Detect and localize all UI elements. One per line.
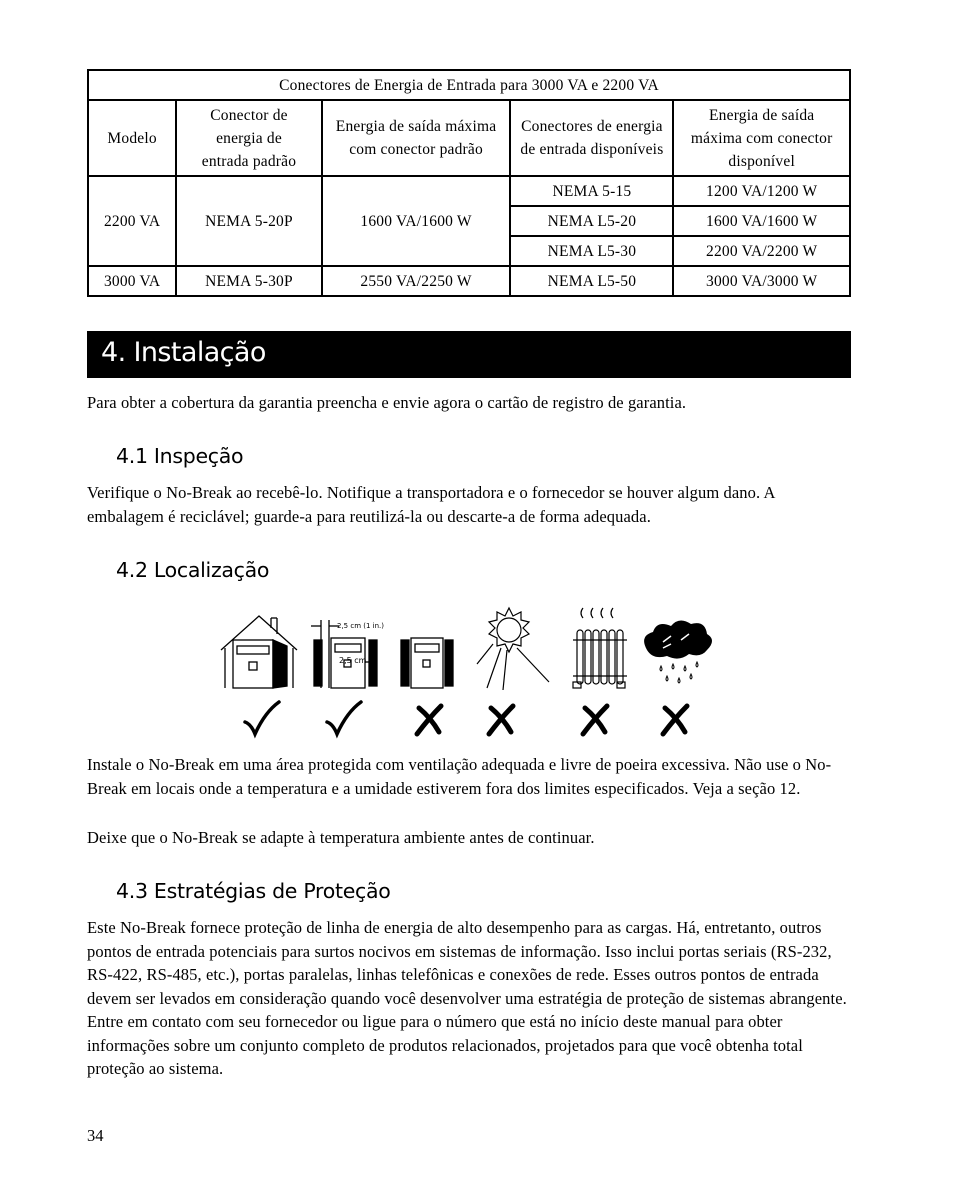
available-connector-cell: NEMA L5-20 <box>510 206 673 236</box>
header-model: Modelo <box>88 100 176 176</box>
location-text-2: Deixe que o No-Break se adapte à temperatura ambiente antes de continuar. <box>87 828 595 847</box>
available-power-cell: 1600 VA/1600 W <box>673 206 850 236</box>
available-connector-cell: NEMA 5-15 <box>510 176 673 206</box>
section-intro: Para obter a cobertura da garantia preencha e envie agora o cartão de registro de garantia. <box>87 393 687 412</box>
placement-illustration <box>215 606 715 746</box>
check-mark-icon <box>327 702 361 734</box>
location-text: Instale o No-Break em uma área protegida com ventilação adequada e livre de poeira excessiva. Não use o No-Break em locais onde a temperatura e a umidade estiverem fora dos limites especificados. Veja a seção 12. <box>87 755 832 798</box>
std-connector-cell: NEMA 5-20P <box>176 176 321 266</box>
section-header-bar <box>87 331 851 378</box>
section-title: 4. Instalação <box>101 337 266 368</box>
available-connector-cell: NEMA L5-30 <box>510 236 673 266</box>
header-available-connectors: Conectores de energia de entrada disponíveis <box>510 100 673 176</box>
protection-text: Este No-Break fornece proteção de linha de energia de alto desempenho para as cargas. Há, entretanto, outros pontos de entrada potenciais para surtos nocivos em sistemas de informação. Isso inclui portas seriais (RS-232, RS-422, RS-485, etc.), portas paralelas, linhas telefônicas e conexões de rede. Esses outros pontos de entrada devem ser levados em consideração quando você desenvolver uma estratégia de proteção de sistemas abrangente. Entre em contato com seu fornecedor ou ligue para o número que está no início deste manual para obter informações sobre um conjunto completo de produtos relacionados, projetados para que você obtenha total proteção ao sistema. <box>87 918 847 1078</box>
available-power-cell: 2200 VA/2200 W <box>673 236 850 266</box>
gap-label: 2,5 cm <box>339 656 367 665</box>
clearance-icon <box>311 620 384 688</box>
available-power-cell: 3000 VA/3000 W <box>673 266 850 296</box>
table-caption: Conectores de Energia de Entrada para 3000 VA e 2200 VA <box>88 70 850 100</box>
header-available-power: Energia de saída máxima com conector disponível <box>673 100 850 176</box>
table-row <box>88 266 850 296</box>
std-connector-cell: NEMA 5-30P <box>176 266 321 296</box>
cross-mark-icon <box>489 706 513 734</box>
cross-mark-icon <box>583 706 607 734</box>
power-connector-table <box>87 69 851 297</box>
header-std-power: Energia de saída máxima com conector padrão <box>322 100 511 176</box>
sun-icon <box>477 608 549 690</box>
cross-mark-icon <box>417 706 441 734</box>
available-connector-cell: NEMA L5-50 <box>510 266 673 296</box>
std-power-cell: 2550 VA/2250 W <box>322 266 511 296</box>
header-std-connector: Conector de energia de entrada padrão <box>176 100 321 176</box>
inspection-heading: 4.1 Inspeção <box>116 444 244 468</box>
page-number: 34 <box>87 1126 104 1145</box>
clearance-label: 2,5 cm (1 in.) <box>337 622 384 630</box>
model-cell: 3000 VA <box>88 266 176 296</box>
model-cell: 2200 VA <box>88 176 176 266</box>
table-header-row <box>88 100 850 176</box>
std-power-cell: 1600 VA/1600 W <box>322 176 511 266</box>
cross-mark-icon <box>663 706 687 734</box>
inspection-text: Verifique o No-Break ao recebê-lo. Notifique a transportadora e o fornecedor se houver algum dano. A embalagem é reciclável; guarde-a para reutilizá-la ou descarte-a de forma adequada. <box>87 483 775 526</box>
available-power-cell: 1200 VA/1200 W <box>673 176 850 206</box>
location-heading: 4.2 Localização <box>116 558 270 582</box>
table-row <box>88 176 850 206</box>
house-icon <box>221 616 297 688</box>
tight-space-icon <box>401 638 453 688</box>
check-mark-icon <box>245 702 279 734</box>
heater-icon <box>573 608 627 688</box>
rain-cloud-icon <box>644 620 712 683</box>
protection-heading: 4.3 Estratégias de Proteção <box>116 879 391 903</box>
